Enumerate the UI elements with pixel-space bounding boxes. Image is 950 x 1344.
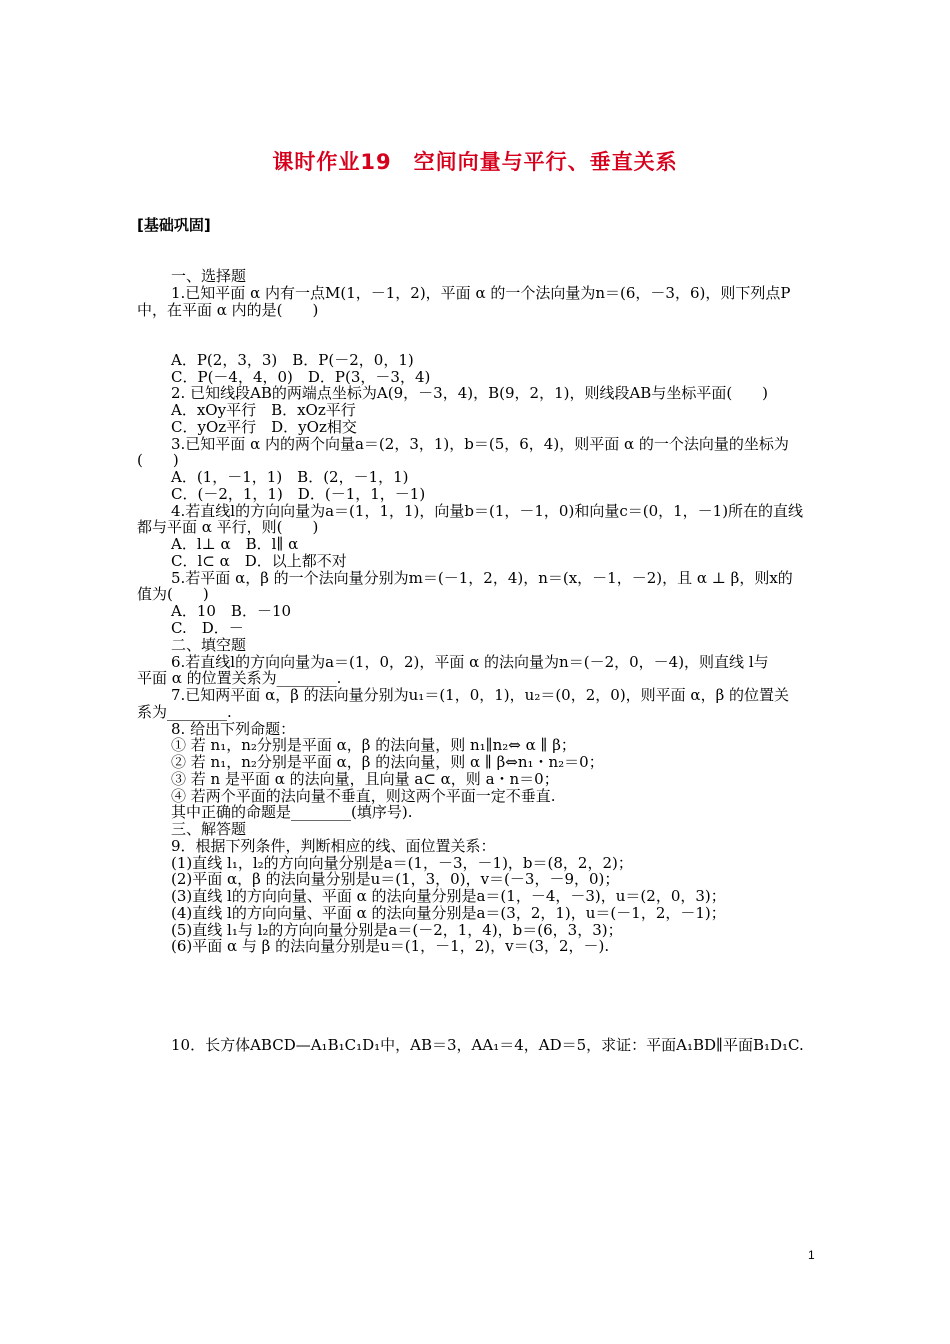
text-line: 都与平面 α 平行，则( ) [137, 518, 319, 536]
text-line: A．xOy平行 B．xOz平行 [171, 401, 356, 419]
text-line: 5.若平面 α，β 的一个法向量分别为m＝(－1，2，4)，n＝(x，－1，－2)，且 α ⊥ β，则x的 [171, 569, 793, 587]
text-line: (5)直线 l₁与 l₂的方向向量分别是a＝(－2，1，4)，b＝(6，3，3)； [171, 921, 623, 939]
text-line: 3.已知平面 α 内的两个向量a＝(2，3，1)，b＝(5，6，4)，则平面 α 的一个法向量的坐标为 [171, 435, 789, 453]
text-line: C．P(－4，4，0) D．P(3，－3，4) [171, 368, 431, 386]
text-line: ② 若 n₁，n₂分别是平面 α，β 的法向量，则 α ∥ β⇔n₁・n₂＝0； [171, 753, 604, 771]
text-line: 4.若直线l的方向向量为a＝(1，1，1)，向量b＝(1，－1，0)和向量c＝(0，1，－1)所在的直线 [171, 502, 804, 520]
text-line: 平面 α 的位置关系为________. [137, 669, 342, 687]
text-line: 中，在平面 α 内的是( ) [137, 301, 319, 319]
text-line: 2. 已知线段AB的两端点坐标为A(9，－3，4)，B(9，2，1)，则线段AB与坐标平面( ) [171, 384, 769, 402]
text-line: 6.若直线l的方向向量为a＝(1，0，2)，平面 α 的法向量为n＝(－2，0，－4)，则直线 l与 [171, 653, 769, 671]
text-line: ① 若 n₁，n₂分别是平面 α，β 的法向量，则 n₁∥n₂⇔ α ∥ β； [171, 736, 576, 754]
text-line: C. D．－ [171, 619, 244, 637]
text-line: A．10 B．－10 [171, 602, 292, 620]
text-line: 值为( ) [137, 585, 209, 603]
text-line: (4)直线 l的方向向量、平面 α 的法向量分别是a＝(3，2，1)，u＝(－1，2，－1)； [171, 904, 726, 922]
text-line: A．P(2，3，3) B．P(－2，0，1) [171, 351, 414, 369]
text-line: 10．长方体ABCD—A₁B₁C₁D₁中，AB＝3，AA₁＝4，AD＝5，求证：平面A₁BD∥平面B₁D₁C. [171, 1036, 804, 1054]
text-line: (3)直线 l的方向向量、平面 α 的法向量分别是a＝(1，－4，－3)，u＝(2，0，3)； [171, 887, 726, 905]
text-line: C．yOz平行 D．yOz相交 [171, 418, 357, 436]
text-line: 二、填空题 [171, 636, 247, 654]
text-line: ③ 若 n 是平面 α 的法向量，且向量 a⊂ α，则 a・n＝0； [171, 770, 559, 788]
text-line: A．(1，－1，1) B．(2，－1，1) [171, 468, 409, 486]
section-heading: [基础巩固] [137, 216, 211, 234]
text-line: (2)平面 α，β 的法向量分别是u＝(1，3，0)，v＝(－3，－9，0)； [171, 870, 620, 888]
text-line: (1)直线 l₁，l₂的方向向量分别是a＝(1，－3，－1)，b＝(8，2，2)； [171, 854, 633, 872]
page-title: 课时作业19 空间向量与平行、垂直关系 [272, 150, 678, 174]
text-line: 8. 给出下列命题： [171, 720, 296, 738]
text-line: A．l⊥ α B．l∥ α [171, 535, 299, 553]
text-line: 系为________. [137, 703, 232, 721]
text-line: ( ) [137, 451, 179, 469]
text-line: 9．根据下列条件，判断相应的线、面位置关系： [171, 837, 496, 855]
text-line: C．l⊂ α D．以上都不对 [171, 552, 347, 570]
text-line: 7.已知两平面 α，β 的法向量分别为u₁＝(1，0，1)，u₂＝(0，2，0)，则平面 α，β 的位置关 [171, 686, 790, 704]
text-line: 其中正确的命题是________(填序号). [171, 803, 413, 821]
page-number: 1 [808, 1248, 815, 1262]
text-line: 一、选择题 [171, 267, 247, 285]
text-line: 1.已知平面 α 内有一点M(1，－1，2)，平面 α 的一个法向量为n＝(6，－3，6)，则下列点P [171, 284, 791, 302]
text-line: ④ 若两个平面的法向量不垂直，则这两个平面一定不垂直. [171, 787, 556, 805]
text-line: (6)平面 α 与 β 的法向量分别是u＝(1，－1，2)，v＝(3，2，－). [171, 937, 610, 955]
text-line: C．(－2，1，1) D．(－1，1，－1) [171, 485, 426, 503]
text-line: 三、解答题 [171, 820, 247, 838]
